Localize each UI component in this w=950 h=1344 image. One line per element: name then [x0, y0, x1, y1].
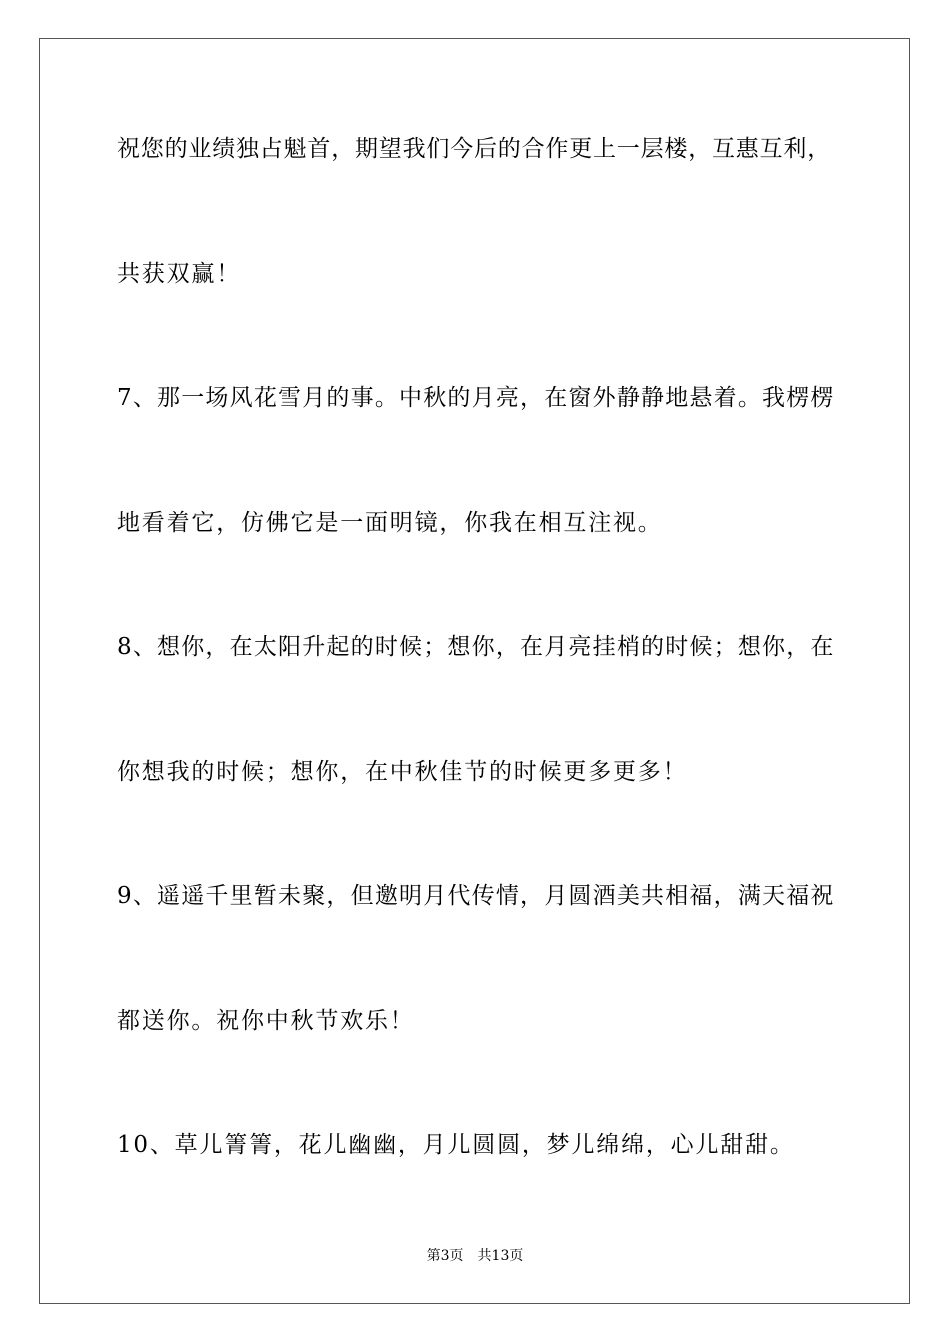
- page-footer: [0, 1247, 950, 1265]
- text-line-8: 都送你。祝你中秋节欢乐！: [117, 1008, 415, 1034]
- text-line-7: 9、遥遥千里暂未聚，但邀明月代传情，月圆酒美共相福，满天福祝: [117, 883, 835, 909]
- text-line-6: 你想我的时候；想你，在中秋佳节的时候更多更多！: [117, 759, 688, 785]
- text-line-1: 祝您的业绩独占魁首，期望我们今后的合作更上一层楼，互惠互利，: [117, 136, 831, 162]
- text-line-9: 10、草儿箐箐，花儿幽幽，月儿圆圆，梦儿绵绵，心儿甜甜。: [117, 1132, 795, 1158]
- text-line-4: 地看着它，仿佛它是一面明镜，你我在相互注视。: [117, 510, 663, 536]
- page-number: 第3页: [426, 1248, 464, 1264]
- page-frame: [39, 38, 910, 1304]
- text-line-2: 共获双赢！: [117, 261, 241, 287]
- page-total: 共13页: [477, 1248, 524, 1264]
- text-line-5: 8、想你，在太阳升起的时候；想你，在月亮挂梢的时候；想你，在: [117, 634, 835, 660]
- text-line-3: 7、那一场风花雪月的事。中秋的月亮，在窗外静静地悬着。我楞楞: [117, 385, 835, 411]
